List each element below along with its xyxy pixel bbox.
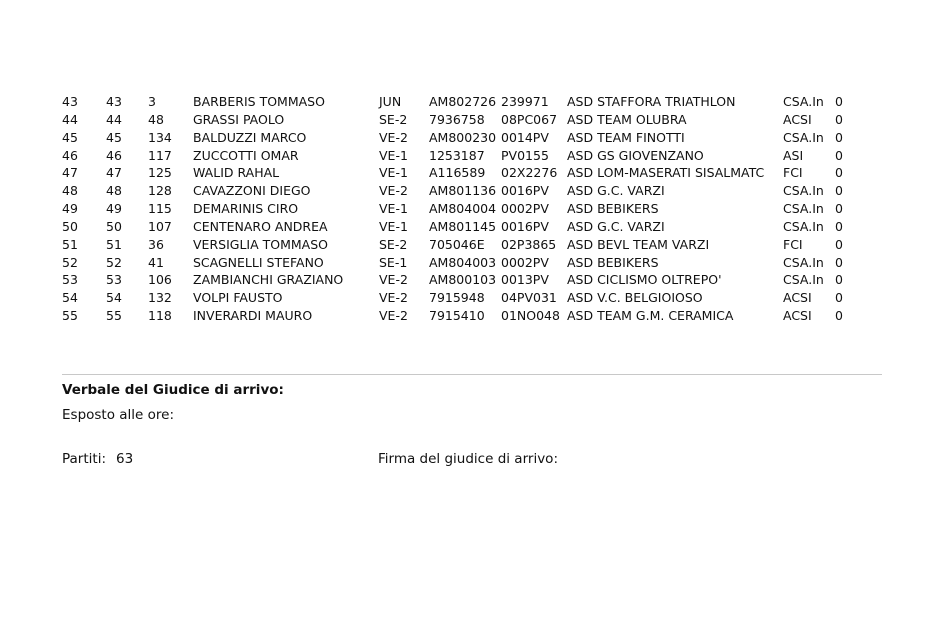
athlete-name-cell: SCAGNELLI STEFANO <box>193 254 324 270</box>
ente-cell: CSA.In <box>783 272 824 288</box>
category-cell: VE-2 <box>379 129 408 145</box>
table-row <box>62 182 855 200</box>
team-name-cell: ASD G.C. VARZI <box>567 183 665 199</box>
position-cell: 50 <box>62 218 78 234</box>
points-cell: 0 <box>835 165 843 181</box>
position-category-cell: 55 <box>106 308 122 324</box>
team-name-cell: ASD V.C. BELGIOIOSO <box>567 290 703 306</box>
points-cell: 0 <box>835 272 843 288</box>
points-cell: 0 <box>835 94 843 109</box>
ente-cell: CSA.In <box>783 129 824 145</box>
athlete-name-cell: VOLPI FAUSTO <box>193 290 283 306</box>
category-cell: SE-1 <box>379 254 408 270</box>
society-code-cell: 0014PV <box>501 129 549 145</box>
partiti-line <box>62 451 133 467</box>
bib-number-cell: 125 <box>148 165 172 181</box>
ente-cell: ACSI <box>783 111 812 127</box>
points-cell: 0 <box>835 201 843 217</box>
position-category-cell: 50 <box>106 218 122 234</box>
position-category-cell: 43 <box>106 94 122 109</box>
table-row <box>62 200 855 218</box>
card-number-cell: AM804004 <box>429 201 497 217</box>
position-cell: 49 <box>62 201 78 217</box>
athlete-name-cell: ZAMBIANCHI GRAZIANO <box>193 272 344 288</box>
bib-number-cell: 106 <box>148 272 172 288</box>
bib-number-cell: 36 <box>148 236 164 252</box>
athlete-name-cell: CENTENARO ANDREA <box>193 218 328 234</box>
team-name-cell: ASD STAFFORA TRIATHLON <box>567 94 736 109</box>
points-cell: 0 <box>835 308 843 324</box>
category-cell: SE-2 <box>379 111 408 127</box>
position-category-cell: 46 <box>106 147 122 163</box>
position-category-cell: 48 <box>106 183 122 199</box>
athlete-name-cell: INVERARDI MAURO <box>193 308 313 324</box>
position-category-cell: 52 <box>106 254 122 270</box>
esposto-label: Esposto alle ore: <box>62 407 175 423</box>
team-name-cell: ASD GS GIOVENZANO <box>567 147 704 163</box>
ente-cell: CSA.In <box>783 254 824 270</box>
table-row <box>62 93 855 111</box>
partiti-label: Partiti: <box>62 451 106 467</box>
partiti-value: 63 <box>116 451 134 467</box>
table-row <box>62 254 855 272</box>
category-cell: VE-2 <box>379 308 408 324</box>
table-row <box>62 111 855 129</box>
team-name-cell: ASD G.C. VARZI <box>567 218 665 234</box>
position-cell: 54 <box>62 290 78 306</box>
team-name-cell: ASD CICLISMO OLTREPO' <box>567 272 722 288</box>
card-number-cell: AM804003 <box>429 254 497 270</box>
results-body <box>62 93 855 325</box>
team-name-cell: ASD TEAM G.M. CERAMICA <box>567 308 734 324</box>
card-number-cell: 1253187 <box>429 147 485 163</box>
category-cell: JUN <box>379 94 402 109</box>
society-code-cell: 0016PV <box>501 183 549 199</box>
table-row <box>62 147 855 165</box>
position-cell: 47 <box>62 165 78 181</box>
position-cell: 45 <box>62 129 78 145</box>
ente-cell: CSA.In <box>783 201 824 217</box>
card-number-cell: AM801145 <box>429 218 497 234</box>
category-cell: VE-1 <box>379 218 408 234</box>
athlete-name-cell: ZUCCOTTI OMAR <box>193 147 299 163</box>
athlete-name-cell: BALDUZZI MARCO <box>193 129 307 145</box>
ente-cell: FCI <box>783 236 803 252</box>
bib-number-cell: 107 <box>148 218 172 234</box>
table-row <box>62 164 855 182</box>
card-number-cell: AM800230 <box>429 129 497 145</box>
society-code-cell: 0016PV <box>501 218 549 234</box>
athlete-name-cell: DEMARINIS CIRO <box>193 201 299 217</box>
card-number-cell: A116589 <box>429 165 486 181</box>
card-number-cell: 705046E <box>429 236 485 252</box>
table-row <box>62 307 855 325</box>
verbale-title: Verbale del Giudice di arrivo: <box>62 382 284 398</box>
section-divider <box>62 374 882 375</box>
bib-number-cell: 117 <box>148 147 172 163</box>
position-cell: 46 <box>62 147 78 163</box>
society-code-cell: 04PV031 <box>501 290 557 306</box>
society-code-cell: 02X2276 <box>501 165 558 181</box>
results-table <box>62 93 855 325</box>
society-code-cell: 0013PV <box>501 272 549 288</box>
category-cell: VE-1 <box>379 165 408 181</box>
team-name-cell: ASD TEAM OLUBRA <box>567 111 687 127</box>
card-number-cell: AM802726 <box>429 94 497 109</box>
position-category-cell: 47 <box>106 165 122 181</box>
bib-number-cell: 48 <box>148 111 164 127</box>
bib-number-cell: 41 <box>148 254 164 270</box>
category-cell: VE-1 <box>379 147 408 163</box>
bib-number-cell: 128 <box>148 183 172 199</box>
table-row <box>62 289 855 307</box>
points-cell: 0 <box>835 290 843 306</box>
athlete-name-cell: BARBERIS TOMMASO <box>193 94 325 109</box>
society-code-cell: 02P3865 <box>501 236 557 252</box>
table-row <box>62 236 855 254</box>
ente-cell: CSA.In <box>783 183 824 199</box>
bib-number-cell: 115 <box>148 201 172 217</box>
team-name-cell: ASD BEVL TEAM VARZI <box>567 236 710 252</box>
points-cell: 0 <box>835 218 843 234</box>
card-number-cell: 7915948 <box>429 290 485 306</box>
position-category-cell: 45 <box>106 129 122 145</box>
team-name-cell: ASD BEBIKERS <box>567 201 659 217</box>
points-cell: 0 <box>835 183 843 199</box>
position-cell: 52 <box>62 254 78 270</box>
card-number-cell: AM800103 <box>429 272 497 288</box>
points-cell: 0 <box>835 111 843 127</box>
bib-number-cell: 134 <box>148 129 172 145</box>
position-cell: 48 <box>62 183 78 199</box>
position-cell: 43 <box>62 94 78 109</box>
table-row <box>62 129 855 147</box>
table-row <box>62 218 855 236</box>
position-category-cell: 49 <box>106 201 122 217</box>
ente-cell: ASI <box>783 147 804 163</box>
category-cell: VE-2 <box>379 290 408 306</box>
society-code-cell: 0002PV <box>501 201 549 217</box>
team-name-cell: ASD LOM-MASERATI SISALMATC <box>567 165 765 181</box>
firma-label: Firma del giudice di arrivo: <box>378 451 558 467</box>
ente-cell: CSA.In <box>783 218 824 234</box>
society-code-cell: PV0155 <box>501 147 549 163</box>
card-number-cell: AM801136 <box>429 183 497 199</box>
position-cell: 44 <box>62 111 78 127</box>
ente-cell: CSA.In <box>783 94 824 109</box>
points-cell: 0 <box>835 236 843 252</box>
ente-cell: ACSI <box>783 290 812 306</box>
points-cell: 0 <box>835 254 843 270</box>
category-cell: VE-2 <box>379 272 408 288</box>
position-category-cell: 44 <box>106 111 122 127</box>
team-name-cell: ASD BEBIKERS <box>567 254 659 270</box>
athlete-name-cell: VERSIGLIA TOMMASO <box>193 236 328 252</box>
position-cell: 55 <box>62 308 78 324</box>
position-category-cell: 54 <box>106 290 122 306</box>
team-name-cell: ASD TEAM FINOTTI <box>567 129 685 145</box>
points-cell: 0 <box>835 147 843 163</box>
ente-cell: FCI <box>783 165 803 181</box>
society-code-cell: 08PC067 <box>501 111 558 127</box>
ente-cell: ACSI <box>783 308 812 324</box>
bib-number-cell: 132 <box>148 290 172 306</box>
card-number-cell: 7936758 <box>429 111 485 127</box>
society-code-cell: 0002PV <box>501 254 549 270</box>
card-number-cell: 7915410 <box>429 308 485 324</box>
points-cell: 0 <box>835 129 843 145</box>
category-cell: SE-2 <box>379 236 408 252</box>
position-cell: 51 <box>62 236 78 252</box>
society-code-cell: 01NO048 <box>501 308 560 324</box>
bib-number-cell: 3 <box>148 94 156 109</box>
category-cell: VE-1 <box>379 201 408 217</box>
athlete-name-cell: CAVAZZONI DIEGO <box>193 183 311 199</box>
category-cell: VE-2 <box>379 183 408 199</box>
position-cell: 53 <box>62 272 78 288</box>
table-row <box>62 271 855 289</box>
bib-number-cell: 118 <box>148 308 172 324</box>
society-code-cell: 239971 <box>501 94 549 109</box>
athlete-name-cell: GRASSI PAOLO <box>193 111 285 127</box>
athlete-name-cell: WALID RAHAL <box>193 165 280 181</box>
position-category-cell: 53 <box>106 272 122 288</box>
position-category-cell: 51 <box>106 236 122 252</box>
